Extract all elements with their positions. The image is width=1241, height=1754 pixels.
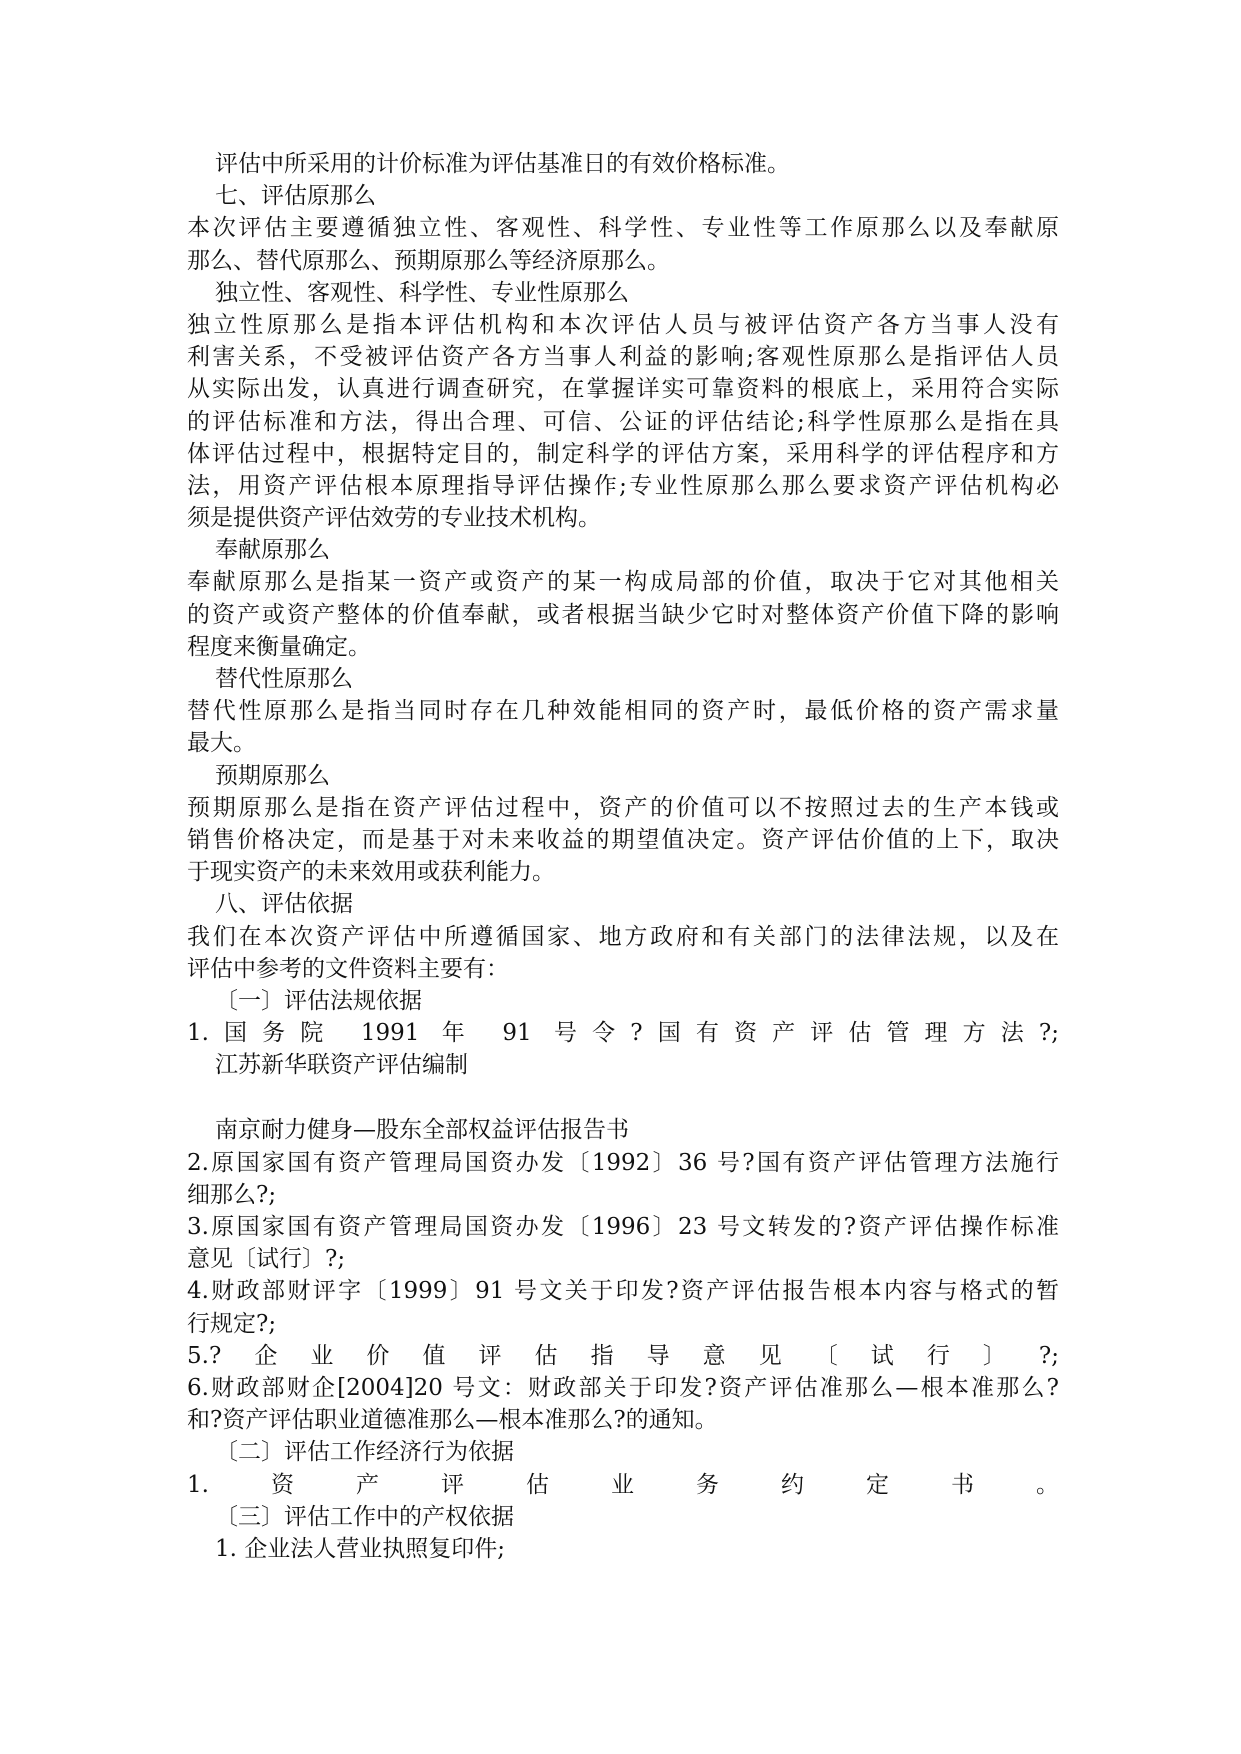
text-line: 意见〔试行〕?; xyxy=(187,1246,346,1273)
text-line: 须是提供资产评估效劳的专业技术机构。 xyxy=(187,505,601,532)
text-line: 评估中参考的文件资料主要有： xyxy=(187,955,509,982)
text-line: 预期原那么 xyxy=(215,762,330,789)
text-line: 2.原国家国有资产管理局国资办发〔1992〕36 号?国有资产评估管理方法施行 xyxy=(187,1149,1059,1176)
text-line: 预期原那么是指在资产评估过程中，资产的价值可以不按照过去的生产本钱或 xyxy=(187,794,1059,821)
text-line: 和?资产评估职业道德准那么—根本准那么?的通知。 xyxy=(187,1407,718,1434)
text-line: 6.财政部财企[2004]20 号文：财政部关于印发?资产评估准那么—根本准那么? xyxy=(187,1374,1059,1401)
text-line: 江苏新华联资产评估编制 xyxy=(215,1052,468,1079)
text-line: 利害关系，不受被评估资产各方当事人利益的影响;客观性原那么是指评估人员 xyxy=(187,344,1059,371)
text-line: 那么、替代原那么、预期原那么等经济原那么。 xyxy=(187,247,670,274)
text-line: 法，用资产评估根本原理指导评估操作;专业性原那么那么要求资产评估机构必 xyxy=(187,472,1059,499)
text-line: 3.原国家国有资产管理局国资办发〔1996〕23 号文转发的?资产评估操作标准 xyxy=(187,1214,1059,1240)
text-line: 本次评估主要遵循独立性、客观性、科学性、专业性等工作原那么以及奉献原 xyxy=(187,215,1059,242)
text-line: 1.国务院 1991 年 91 号令?国有资产评估管理方法?; xyxy=(187,1020,1059,1047)
text-line: 南京耐力健身—股东全部权益评估报告书 xyxy=(215,1117,629,1144)
text-line: 奉献原那么 xyxy=(215,537,330,564)
text-line: 从实际出发，认真进行调查研究，在掌握详实可靠资料的根底上，采用符合实际 xyxy=(187,376,1059,403)
document-body xyxy=(187,148,1059,1565)
text-line: 独立性、客观性、科学性、专业性原那么 xyxy=(215,279,629,306)
text-line: 七、评估原那么 xyxy=(215,183,376,210)
text-line: 1.资产评估业务约定书。 xyxy=(187,1471,1059,1498)
text-line: 替代性原那么 xyxy=(215,666,353,692)
text-line: 1. 企业法人营业执照复印件; xyxy=(215,1535,506,1562)
text-line: 的资产或资产整体的价值奉献，或者根据当缺少它时对整体资产价值下降的影响 xyxy=(187,601,1059,628)
blank-line xyxy=(187,1081,1059,1114)
text-line: 销售价格决定，而是基于对未来收益的期望值决定。资产评估价值的上下，取决 xyxy=(187,826,1059,853)
text-line: 细那么?; xyxy=(187,1181,277,1208)
text-line: 的评估标准和方法，得出合理、可信、公证的评估结论;科学性原那么是指在具 xyxy=(187,408,1059,435)
text-line: 程度来衡量确定。 xyxy=(187,633,371,660)
text-line: 八、评估依据 xyxy=(215,891,353,918)
text-line: 独立性原那么是指本评估机构和本次评估人员与被评估资产各方当事人没有 xyxy=(187,311,1059,338)
text-line: 4.财政部财评字〔1999〕91 号文关于印发?资产评估报告根本内容与格式的暂 xyxy=(187,1278,1059,1305)
text-line: 行规定?; xyxy=(187,1310,277,1337)
text-line: 5.?企业价值评估指导意见〔试行〕?; xyxy=(187,1342,1059,1369)
text-line: 评估中所采用的计价标准为评估基准日的有效价格标准。 xyxy=(215,151,790,177)
text-line: 替代性原那么是指当同时存在几种效能相同的资产时，最低价格的资产需求量 xyxy=(187,698,1059,725)
text-line: 体评估过程中，根据特定目的，制定科学的评估方案，采用科学的评估程序和方 xyxy=(187,440,1059,467)
text-line: 〔一〕评估法规依据 xyxy=(215,987,422,1014)
text-line: 我们在本次资产评估中所遵循国家、地方政府和有关部门的法律法规，以及在 xyxy=(187,923,1059,950)
text-line: 〔三〕评估工作中的产权依据 xyxy=(215,1503,514,1530)
text-line: 〔二〕评估工作经济行为依据 xyxy=(215,1439,514,1466)
text-line: 于现实资产的未来效用或获利能力。 xyxy=(187,859,555,886)
text-line: 最大。 xyxy=(187,730,256,757)
text-line: 奉献原那么是指某一资产或资产的某一构成局部的价值，取决于它对其他相关 xyxy=(187,569,1059,596)
